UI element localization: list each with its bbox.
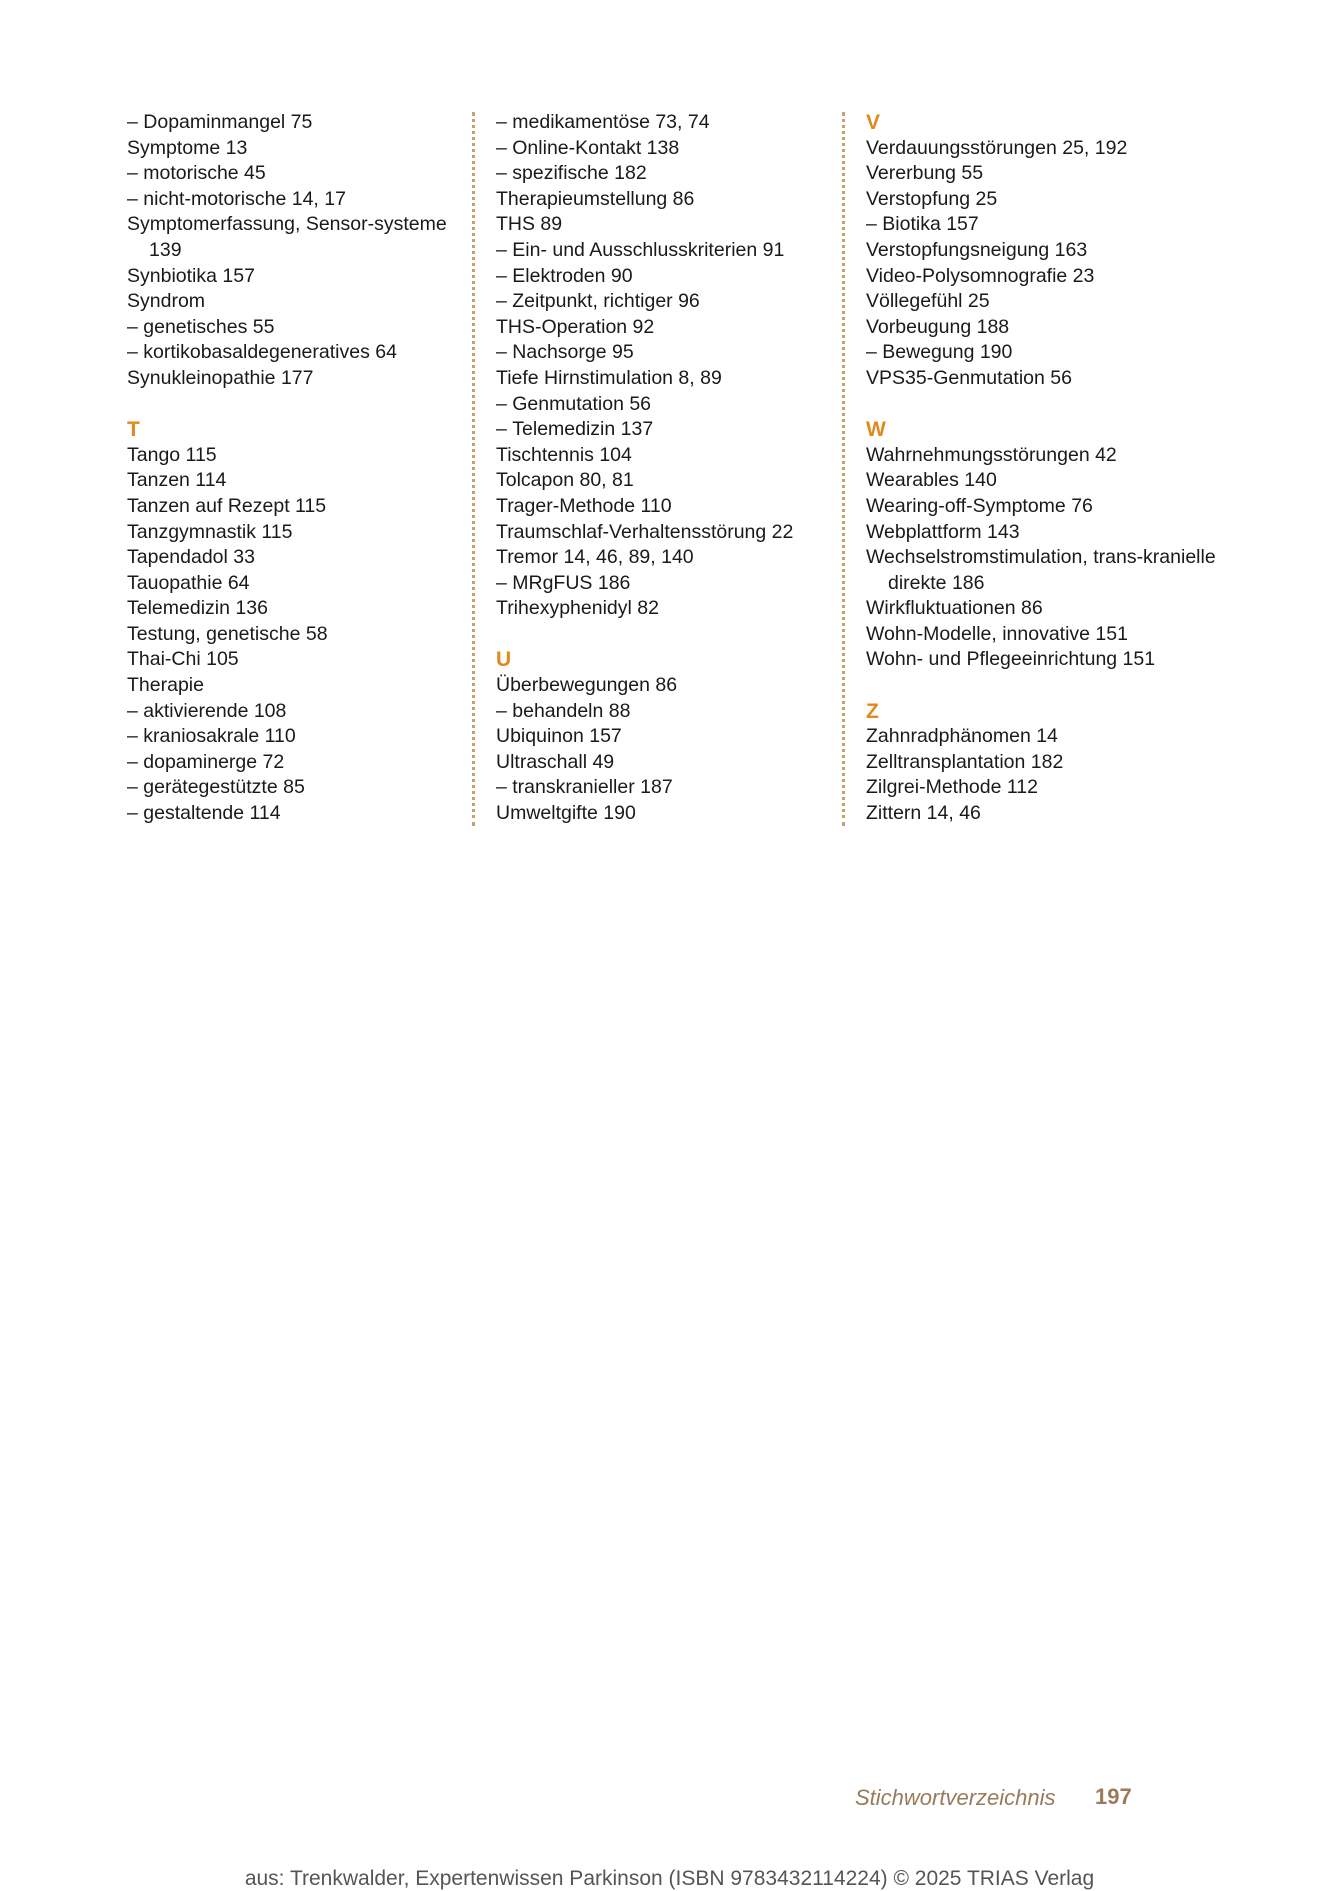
index-entry: Vorbeugung 188 [866, 315, 1010, 338]
index-subentry: – genetisches 55 [127, 315, 457, 341]
index-entry: Zahnradphänomen 14 [866, 725, 1058, 748]
index-entry: Verdauungsstörungen 25, 192 [866, 136, 1128, 159]
index-entry: Trihexyphenidyl 82 [496, 597, 659, 620]
index-entry: Video-Polysomnografie 23 [866, 264, 1095, 287]
index-entry: THS-Operation 92 [496, 315, 655, 338]
index-subentry: – Elektroden 90 [496, 264, 831, 290]
index-letter-heading: V [866, 111, 881, 134]
index-subentry: – nicht-motorische 14, 17 [127, 187, 457, 213]
index-subentry: – Online-Kontakt 138 [496, 136, 831, 162]
index-entry: Webplattform 143 [866, 520, 1020, 543]
index-entry: Trager-Methode 110 [496, 494, 672, 517]
index-entry: Wearables 140 [866, 469, 997, 492]
index-entry: Tremor 14, 46, 89, 140 [496, 546, 694, 569]
index-entry: VPS35-Genmutation 56 [866, 366, 1072, 389]
index-letter-heading: Z [866, 699, 879, 723]
index-entry: Wearing-off-Symptome 76 [866, 494, 1093, 517]
index-subentry: – Bewegung 190 [866, 340, 1226, 366]
index-subentry: – transkranieller 187 [496, 775, 831, 801]
index-entry: Symptomerfassung, Sensor-systeme 139 [127, 213, 447, 261]
index-entry: Tauopathie 64 [127, 571, 250, 594]
index-entry: Tanzen auf Rezept 115 [127, 494, 327, 517]
column-separator [842, 112, 845, 826]
section-title: Stichwortverzeichnis [855, 1785, 1056, 1810]
section-gap [127, 392, 457, 418]
index-entry: Vererbung 55 [866, 162, 984, 185]
index-letter-heading: W [866, 418, 886, 442]
index-entry: Zelltransplantation 182 [866, 750, 1064, 773]
index-subentry: – Ein- und Ausschlusskriterien 91 [496, 238, 831, 264]
index-subentry: – MRgFUS 186 [496, 571, 831, 597]
index-subentry: – kraniosakrale 110 [127, 724, 457, 750]
index-entry: Testung, genetische 58 [127, 622, 328, 645]
section-gap [866, 392, 1226, 418]
index-subentry: – gerätegestützte 85 [127, 775, 457, 801]
index-subentry: – gestaltende 114 [127, 801, 457, 827]
index-entry: Telemedizin 136 [127, 597, 268, 620]
index-entry: Synbiotika 157 [127, 264, 255, 287]
index-entry: Überbewegungen 86 [496, 674, 678, 697]
index-entry: Synukleinopathie 177 [127, 366, 314, 389]
index-entry: Wechselstromstimulation, trans-kranielle direkte 186 [866, 546, 1216, 594]
index-entry: Therapieumstellung 86 [496, 187, 695, 210]
index-subentry: – Nachsorge 95 [496, 340, 831, 366]
index-entry: THS 89 [496, 213, 563, 236]
index-entry: Tango 115 [127, 443, 217, 466]
index-entry: Tiefe Hirnstimulation 8, 89 [496, 366, 722, 389]
index-entry: Symptome 13 [127, 136, 248, 159]
index-entry: Verstopfungsneigung 163 [866, 238, 1088, 261]
index-subentry: – kortikobasaldegeneratives 64 [127, 340, 457, 366]
source-credit: aus: Trenkwalder, Expertenwissen Parkinson (ISBN 9783432114224) © 2025 TRIAS Verlag [244, 1867, 1095, 1890]
index-entry: Tanzen 114 [127, 469, 227, 492]
index-entry: Traumschlaf-Verhaltensstörung 22 [496, 520, 794, 543]
index-entry: Verstopfung 25 [866, 187, 998, 210]
index-entry: Ultraschall 49 [496, 750, 615, 773]
index-entry: Zilgrei-Methode 112 [866, 776, 1038, 799]
index-entry: Wahrnehmungsstörungen 42 [866, 443, 1117, 466]
index-entry: Wohn- und Pflegeeinrichtung 151 [866, 648, 1156, 671]
index-entry: Wohn-Modelle, innovative 151 [866, 622, 1128, 645]
index-subentry: – Genmutation 56 [496, 392, 831, 418]
index-letter-heading: U [496, 648, 512, 672]
index-subentry: – motorische 45 [127, 161, 457, 187]
page-number: 197 [1095, 1784, 1132, 1809]
index-entry: Ubiquinon 157 [496, 725, 622, 748]
index-entry: Tolcapon 80, 81 [496, 469, 634, 492]
index-entry: Tapendadol 33 [127, 546, 255, 569]
section-gap [866, 673, 1226, 699]
index-entry: Tischtennis 104 [496, 443, 632, 466]
section-gap [496, 622, 831, 648]
index-entry: Umweltgifte 190 [496, 802, 636, 825]
index-subentry: – behandeln 88 [496, 699, 831, 725]
index-subentry: – aktivierende 108 [127, 699, 457, 725]
index-entry: Thai-Chi 105 [127, 648, 239, 671]
index-entry: Therapie [127, 674, 204, 697]
column-separator [472, 112, 475, 826]
index-column-3 [866, 110, 1226, 827]
index-subentry: – dopaminerge 72 [127, 750, 457, 776]
index-subentry: – spezifische 182 [496, 161, 831, 187]
index-subentry: – Telemedizin 137 [496, 417, 831, 443]
index-subentry: – Biotika 157 [866, 212, 1226, 238]
index-column-1 [127, 110, 457, 827]
index-entry: Wirkfluktuationen 86 [866, 597, 1043, 620]
index-entry: Zittern 14, 46 [866, 802, 981, 825]
index-subentry: – medikamentöse 73, 74 [496, 110, 831, 136]
index-entry: Völlegefühl 25 [866, 290, 990, 313]
index-subentry: – Zeitpunkt, richtiger 96 [496, 289, 831, 315]
index-subentry: – Dopaminmangel 75 [127, 110, 457, 136]
index-letter-heading: T [127, 418, 140, 442]
index-entry: Tanzgymnastik 115 [127, 520, 293, 543]
index-entry: Syndrom [127, 290, 206, 313]
index-column-2 [496, 110, 831, 827]
